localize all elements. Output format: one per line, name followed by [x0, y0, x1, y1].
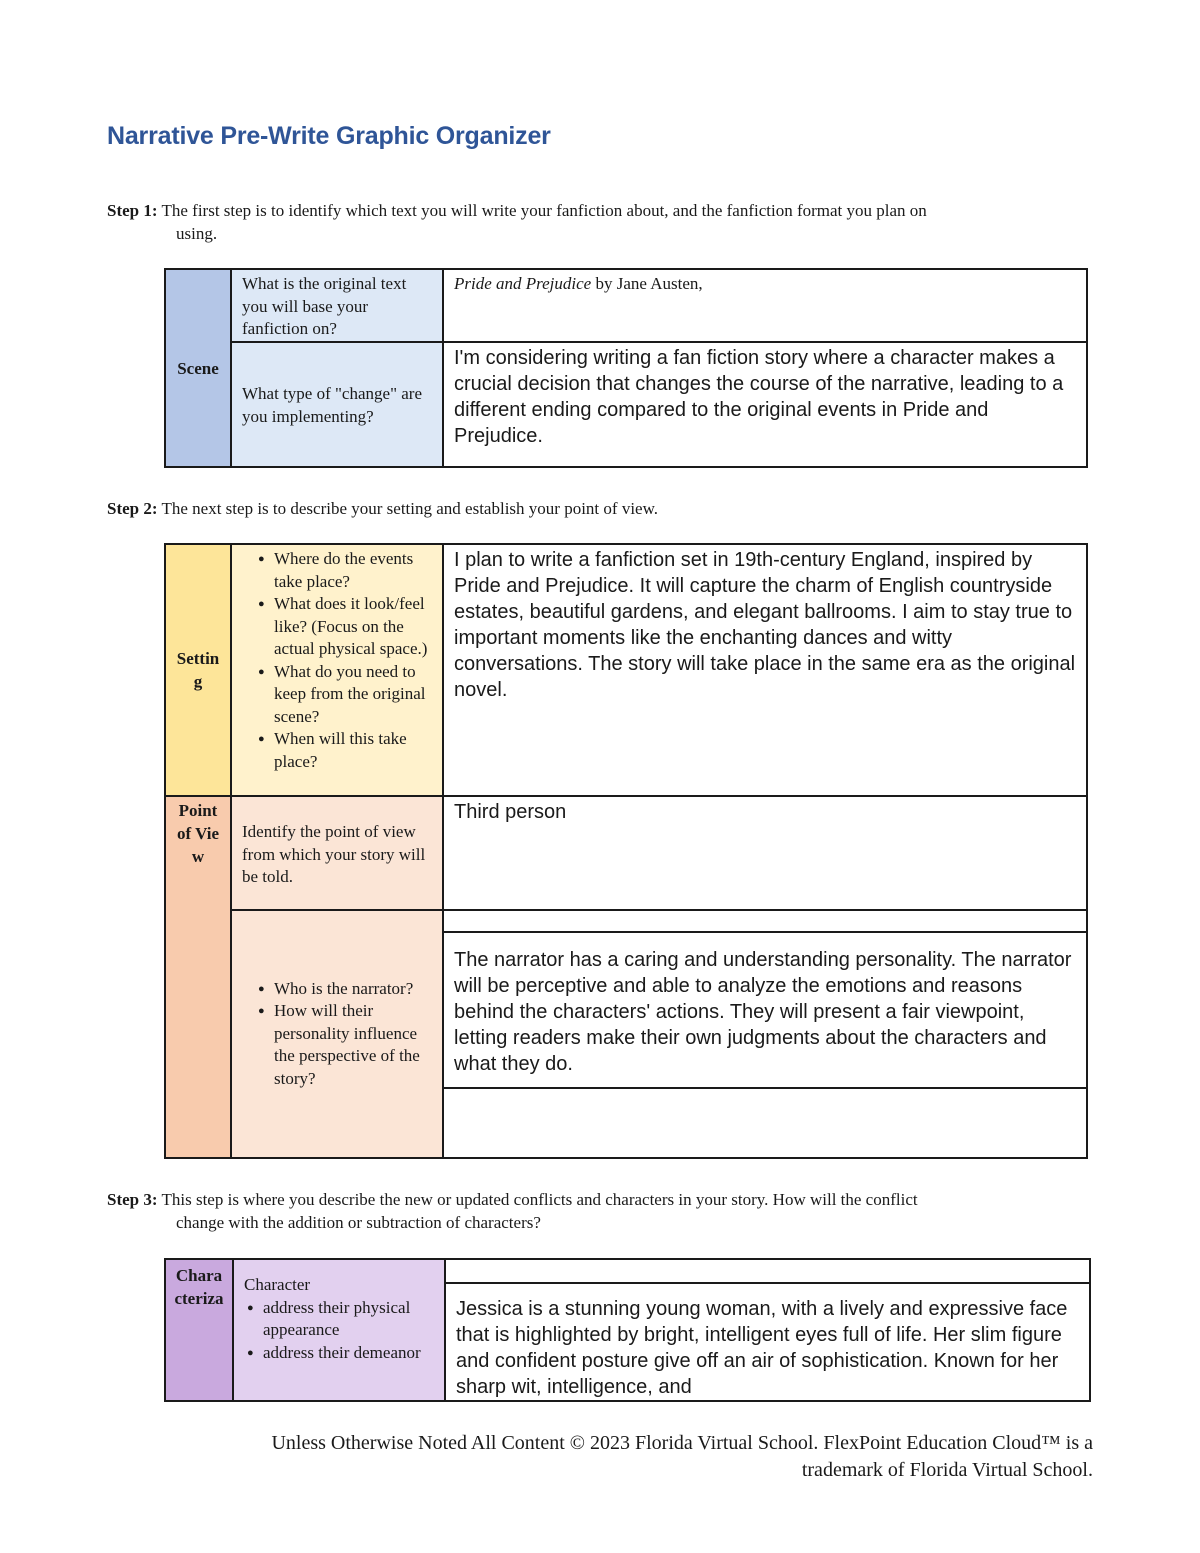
character-table	[164, 1258, 1091, 1402]
pov-question: Identify the point of view from which your story will be told.	[231, 796, 443, 910]
scene-section-label: Scene	[165, 269, 231, 467]
narrator-blank-row	[443, 910, 1087, 932]
book-author: by Jane Austen,	[591, 274, 703, 293]
narrator-answer[interactable]: The narrator has a caring and understanding personality. The narrator will be perceptive and able to analyze the emotions and reasons behind the characters' actions. They will present a fair viewpoint, letting readers make their own judgments about the characters and what they do.	[443, 932, 1087, 1088]
scene-table	[164, 268, 1088, 468]
setting-question: ● What does it look/feel like? (Focus on the actual physical space.)	[274, 593, 434, 661]
step-3-text: This step is where you describe the new or updated conflicts and characters in your story. How will the conflict	[161, 1190, 918, 1209]
step-1-instructions	[107, 199, 1067, 245]
setting-question: ● What do you need to keep from the original scene?	[274, 661, 434, 729]
setting-section-label: Setting	[165, 544, 231, 796]
original-text-question: What is the original text you will base your fanfiction on?	[231, 269, 443, 342]
pov-answer[interactable]: Third person	[443, 796, 1087, 910]
narrator-question: ● Who is the narrator?	[274, 978, 434, 1001]
setting-answer[interactable]: I plan to write a fanfiction set in 19th-century England, inspired by Pride and Prejudice. It will capture the charm of English countryside estates, beautiful gardens, and elegant ballrooms. I aim to stay true to important moments like the enchanting dances and witty conversations. The story will take place in the same era as the original novel.	[443, 544, 1087, 796]
setting-question: ● When will this take place?	[274, 728, 434, 773]
step-3-instructions	[107, 1188, 1067, 1234]
step-2-instructions	[107, 497, 1067, 520]
step-2-text: The next step is to describe your setting and establish your point of view.	[161, 499, 659, 518]
book-title: Pride and Prejudice	[454, 274, 592, 293]
narrator-questions	[231, 910, 443, 1158]
character-question: ● address their demeanor	[263, 1342, 436, 1365]
character-section-label: Characteriza	[165, 1259, 233, 1401]
step-1-text-cont: using.	[176, 224, 218, 243]
character-blank-row	[445, 1259, 1090, 1283]
step-3-label: Step 3:	[107, 1190, 158, 1209]
narrator-question: ● How will their personality influence the perspective of the story?	[274, 1000, 434, 1090]
change-type-answer[interactable]: I'm considering writing a fan fiction story where a character makes a crucial decision that changes the course of the narrative, leading to a different ending compared to the original events in Pride and Prejudice.	[443, 342, 1087, 468]
step-1-label: Step 1:	[107, 201, 158, 220]
narrator-blank-row-bottom	[443, 1088, 1087, 1158]
step-3-text-cont: change with the addition or subtraction of characters?	[176, 1213, 541, 1232]
character-answer[interactable]: Jessica is a stunning young woman, with a lively and expressive face that is highlighted by bright, intelligent eyes full of life. Her slim figure and confident posture give off an air of sophistication. Known for her sharp wit, intelligence, and	[445, 1283, 1090, 1401]
change-type-question: What type of "change" are you implementing?	[231, 342, 443, 468]
step-1-text: The first step is to identify which text you will write your fanfiction about, and the fanfiction format you plan on	[161, 201, 927, 220]
character-question: ● address their physical appearance	[263, 1297, 436, 1342]
footer-copyright	[93, 1430, 1093, 1484]
page-title: Narrative Pre-Write Graphic Organizer	[107, 122, 551, 150]
setting-question: ● Where do the events take place?	[274, 548, 434, 593]
original-text-answer[interactable]	[443, 269, 1087, 342]
step-2-label: Step 2:	[107, 499, 158, 518]
footer-line-1: Unless Otherwise Noted All Content © 2023 Florida Virtual School. FlexPoint Education Cloud™ is a	[271, 1432, 1093, 1454]
pov-section-label: Point of View	[165, 796, 231, 1158]
character-question-title: Character	[244, 1275, 311, 1294]
setting-pov-table	[164, 543, 1088, 1159]
character-questions	[233, 1259, 445, 1401]
setting-questions	[231, 544, 443, 796]
footer-line-2: trademark of Florida Virtual School.	[801, 1459, 1093, 1481]
